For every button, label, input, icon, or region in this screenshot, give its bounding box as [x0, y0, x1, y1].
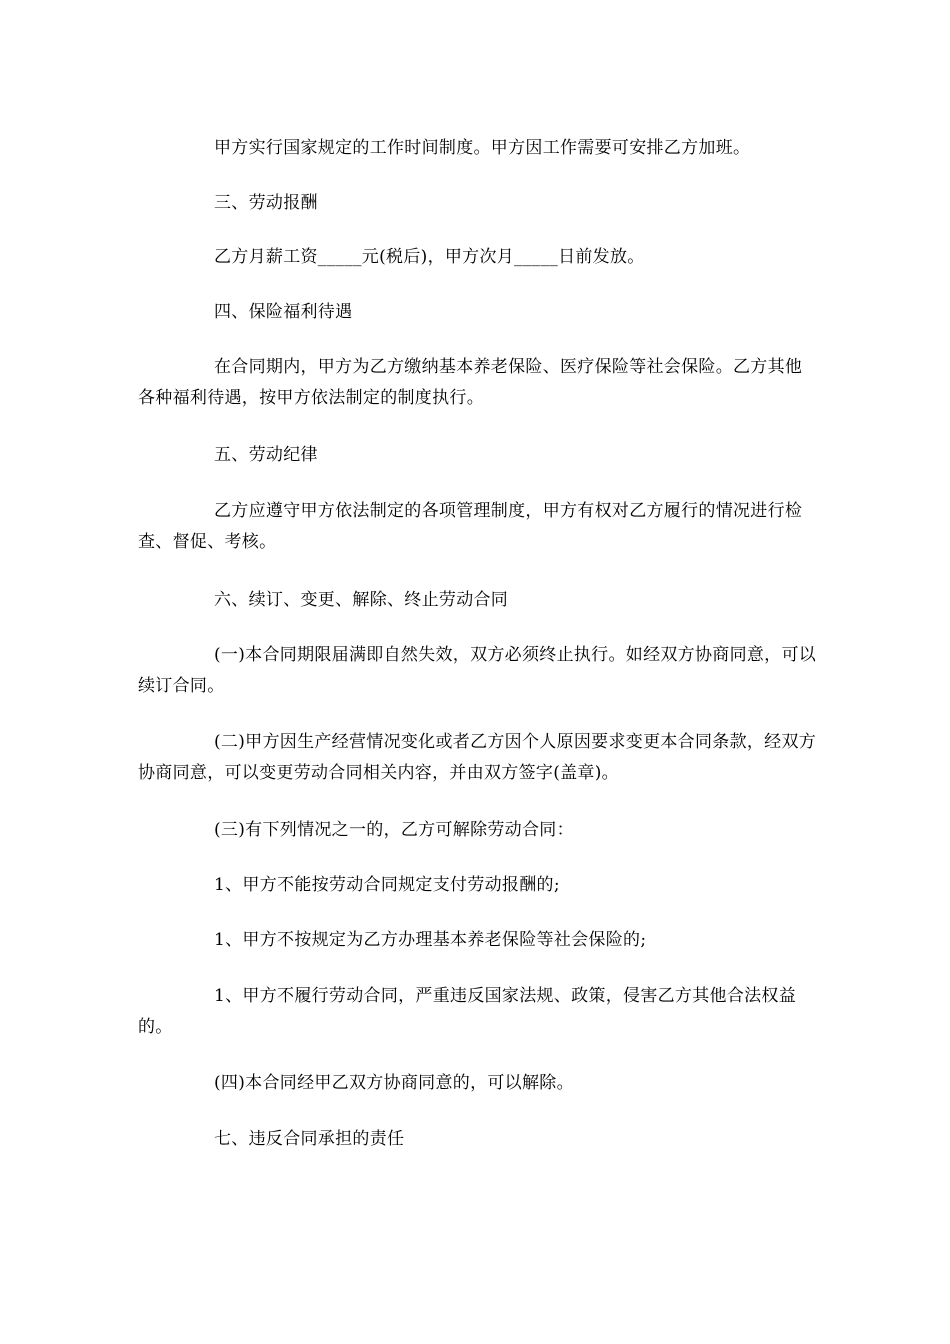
heading-section-5-discipline: 五、劳动纪律: [214, 445, 318, 465]
heading-section-3-remuneration: 三、劳动报酬: [214, 193, 318, 213]
list-item-contract-violation: 1、甲方不履行劳动合同，严重违反国家法规、政策，侵害乙方其他合法权益的。: [138, 986, 797, 1037]
paragraph-discipline-rules: 乙方应遵守甲方依法制定的各项管理制度，甲方有权对乙方履行的情况进行检查、督促、考核。: [138, 501, 803, 552]
paragraph-working-hours: 甲方实行国家规定的工作时间制度。甲方因工作需要可安排乙方加班。: [214, 138, 751, 158]
paragraph-insurance-benefits: 在合同期内，甲方为乙方缴纳基本养老保险、医疗保险等社会保险。乙方其他各种福利待遇，按甲方依法制定的制度执行。: [138, 357, 803, 408]
paragraph-clause-1-expiry: (一)本合同期限届满即自然失效，双方必须终止执行。如经双方协商同意，可以续订合同。: [138, 645, 817, 696]
heading-section-4-insurance: 四、保险福利待遇: [214, 302, 353, 322]
list-item-no-social-insurance: 1、甲方不按规定为乙方办理基本养老保险等社会保险的;: [214, 930, 647, 950]
paragraph-clause-2-modification: (二)甲方因生产经营情况变化或者乙方因个人原因要求变更本合同条款，经双方协商同意，可以变更劳动合同相关内容，并由双方签字(盖章)。: [138, 732, 817, 783]
heading-section-7-liability: 七、违反合同承担的责任: [214, 1129, 405, 1149]
paragraph-monthly-salary: 乙方月薪工资_____元(税后)，甲方次月_____日前发放。: [214, 247, 645, 267]
heading-section-6-contract-changes: 六、续订、变更、解除、终止劳动合同: [214, 590, 509, 610]
paragraph-clause-3-termination-cases: (三)有下列情况之一的，乙方可解除劳动合同：: [214, 820, 574, 840]
paragraph-clause-4-mutual-termination: (四)本合同经甲乙双方协商同意的，可以解除。: [214, 1073, 574, 1093]
list-item-unpaid-remuneration: 1、甲方不能按劳动合同规定支付劳动报酬的;: [214, 875, 560, 895]
